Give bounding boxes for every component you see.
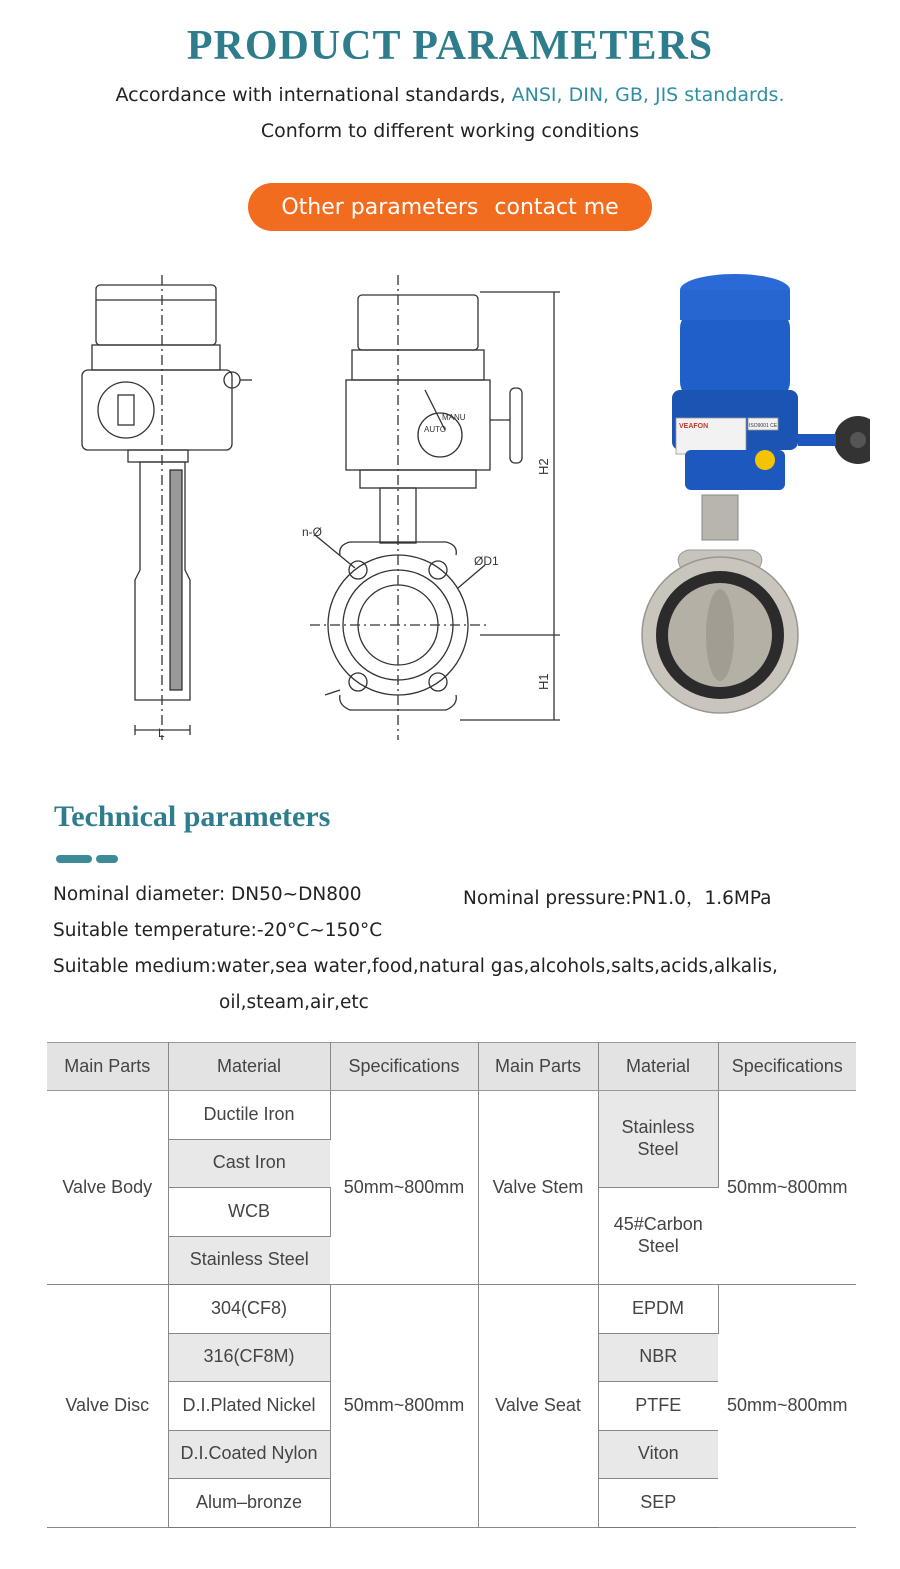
material-cell: 316(CF8M) [168,1333,330,1382]
side-view-drawing [82,275,252,740]
material-cell: Ductile Iron [168,1091,330,1140]
page-title: PRODUCT PARAMETERS [186,23,714,69]
material-cell: SEP [598,1479,718,1528]
table-header: Main Parts [478,1043,598,1091]
title-underline [56,850,122,868]
material-cell: Alum–bronze [168,1479,330,1528]
conditions-line: Conform to different working conditions [260,120,640,142]
table-header: Specifications [330,1043,478,1091]
contact-button-right: contact me [494,194,619,220]
dim-h1-label: H1 [536,673,551,690]
table-header: Main Parts [47,1043,168,1091]
material-cell: WCB [168,1188,330,1237]
dim-n-label: n-Ø [302,525,323,539]
material-cell: NBR [598,1333,718,1382]
table-header: Material [168,1043,330,1091]
material-cell: 45#Carbon Steel [598,1188,718,1285]
valve-disc-cell: Valve Disc [47,1285,168,1528]
standards-line [0,84,900,106]
spec-cell: 50mm~800mm [330,1285,478,1528]
suitable-medium-line2: oil,steam,air,etc [219,992,369,1013]
standards-highlight: ANSI, DIN, GB, JIS standards. [511,84,785,106]
material-cell: Viton [598,1430,718,1479]
auto-label: AUTO [424,425,447,434]
parts-table [47,1042,856,1528]
suitable-temperature: Suitable temperature:-20°C~150°C [53,920,383,941]
spec-cell: 50mm~800mm [718,1091,856,1285]
valve-body-cell: Valve Body [47,1091,168,1285]
material-cell: EPDM [598,1285,718,1334]
valve-stem-cell: Valve Stem [478,1091,598,1285]
material-cell: Stainless Steel [598,1091,718,1188]
nominal-diameter: Nominal diameter: DN50~DN800 [53,884,362,905]
dim-d1-label: ØD1 [474,554,499,568]
technical-title: Technical parameters [54,800,331,833]
dim-l-label: L [158,726,165,740]
nameplate-cert: ISO9001 CE [749,423,778,429]
material-cell: D.I.Plated Nickel [168,1382,330,1431]
manu-label: MANU [442,413,466,422]
spec-cell: 50mm~800mm [330,1091,478,1285]
material-cell: D.I.Coated Nylon [168,1430,330,1479]
table-header-row [47,1043,856,1091]
contact-button[interactable] [248,183,652,231]
material-cell: Stainless Steel [168,1236,330,1285]
valve-seat-cell: Valve Seat [478,1285,598,1528]
nominal-pressure: Nominal pressure:PN1.0，1.6MPa [463,888,772,909]
spec-cell: 50mm~800mm [718,1285,856,1528]
contact-button-left: Other parameters [281,194,479,220]
table-row [47,1285,856,1334]
valve-drawings [40,270,870,760]
valve-photo [642,274,870,713]
nameplate-brand: VEAFON [679,423,709,430]
dim-h2-label: H2 [536,458,551,475]
material-cell: PTFE [598,1382,718,1431]
table-row [47,1091,856,1140]
table-header: Material [598,1043,718,1091]
material-cell: Cast Iron [168,1139,330,1188]
material-cell: 304(CF8) [168,1285,330,1334]
front-view-drawing [310,275,560,740]
suitable-medium-line1: Suitable medium:water,sea water,food,natural gas,alcohols,salts,acids,alkalis, [53,956,778,977]
standards-prefix: Accordance with international standards, [115,84,512,106]
table-header: Specifications [718,1043,856,1091]
